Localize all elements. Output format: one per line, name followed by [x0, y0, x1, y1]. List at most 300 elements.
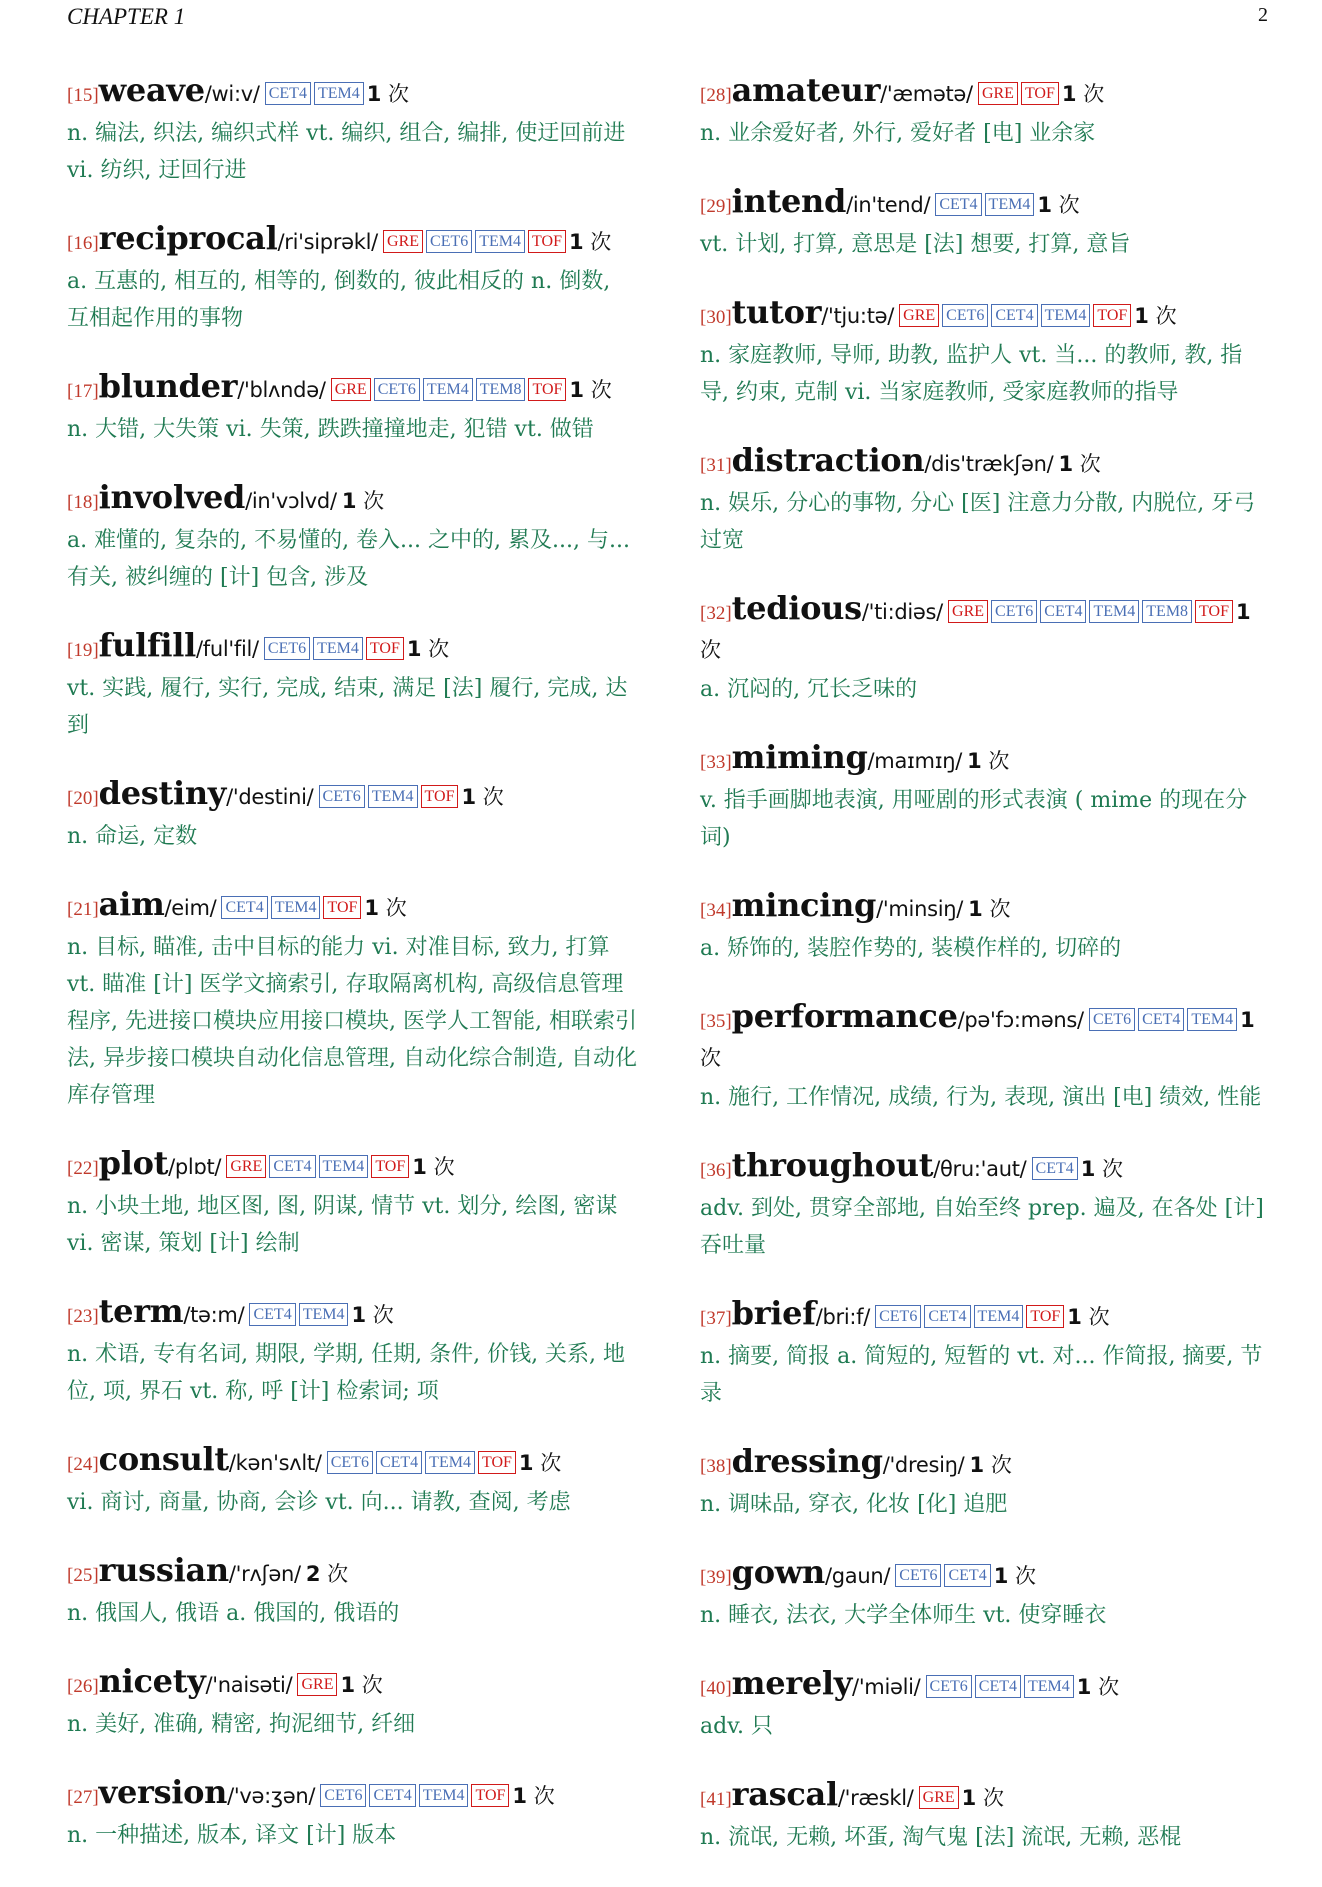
pronunciation: /tə:m/ — [183, 1303, 245, 1327]
vocab-entry — [700, 442, 1270, 559]
headword: plot — [98, 1144, 169, 1182]
vocab-entry — [700, 739, 1270, 856]
entry-number: [34] — [700, 900, 732, 921]
exam-tag-tem4: TEM4 — [985, 193, 1035, 216]
vocab-entry — [67, 775, 637, 855]
pronunciation: /'minsiŋ/ — [876, 897, 964, 921]
count-value: 1 — [1076, 1675, 1092, 1699]
pronunciation: /in'tend/ — [846, 193, 931, 217]
entry-headline — [700, 1554, 1270, 1596]
vocab-entry — [67, 72, 637, 189]
entry-number: [33] — [700, 752, 732, 773]
vocab-entry — [700, 1554, 1270, 1634]
occurrence-count — [340, 1673, 382, 1697]
occurrence-count — [1077, 1675, 1119, 1699]
definition: n. 家庭教师, 导师, 助教, 监护人 vt. 当... 的教师, 教, 指导, 约束, 克制 vi. 当家庭教师, 受家庭教师的指导 — [700, 343, 1243, 405]
headword: miming — [731, 738, 868, 776]
definition: n. 俄国人, 俄语 a. 俄国的, 俄语的 — [67, 1601, 400, 1626]
entry-headline — [67, 1552, 637, 1594]
exam-tag-cet4: CET4 — [221, 896, 267, 919]
exam-tag-tem4: TEM4 — [271, 896, 321, 919]
count-value: 1 — [340, 1673, 356, 1697]
exam-tag-cet6: CET6 — [374, 378, 420, 401]
exam-tag-tem4: TEM4 — [475, 230, 525, 253]
pronunciation: /'ti:diəs/ — [861, 600, 943, 624]
exam-tag-cet6: CET6 — [327, 1451, 373, 1474]
entry-number: [15] — [67, 85, 99, 106]
headword: involved — [98, 478, 246, 516]
vocab-entry — [700, 1443, 1270, 1523]
exam-tag-cet6: CET6 — [991, 600, 1037, 623]
occurrence-count — [569, 378, 611, 402]
occurrence-count — [968, 897, 1010, 921]
entry-number: [28] — [700, 85, 732, 106]
occurrence-count — [351, 1303, 393, 1327]
left-column — [67, 72, 637, 1885]
entry-number: [20] — [67, 788, 99, 809]
entry-number: [23] — [67, 1306, 99, 1327]
count-unit: 次 — [590, 230, 612, 254]
count-unit: 次 — [363, 489, 385, 513]
pronunciation: /'æmətə/ — [880, 82, 973, 106]
entry-headline — [67, 1441, 637, 1483]
vocab-entry — [700, 998, 1270, 1116]
count-value: 1 — [461, 785, 477, 809]
count-unit: 次 — [590, 378, 612, 402]
entry-number: [31] — [700, 455, 732, 476]
entry-headline — [700, 1776, 1270, 1818]
definition: n. 调味品, 穿衣, 化妆 [化] 追肥 — [700, 1492, 1008, 1517]
count-unit: 次 — [540, 1451, 562, 1475]
count-unit: 次 — [428, 637, 450, 661]
entry-number: [24] — [67, 1454, 99, 1475]
vocab-entry — [67, 479, 637, 596]
pronunciation: /'blʌndə/ — [237, 378, 326, 402]
exam-tag-gre: GRE — [978, 82, 1018, 105]
count-value: 1 — [961, 1786, 977, 1810]
vocab-entry — [67, 627, 637, 744]
entry-number: [16] — [67, 233, 99, 254]
exam-tag-cet6: CET6 — [1089, 1008, 1135, 1031]
exam-tag-tof: TOF — [366, 637, 404, 660]
entry-number: [17] — [67, 381, 99, 402]
headword: reciprocal — [98, 219, 278, 257]
right-column — [700, 72, 1270, 1887]
pronunciation: /dis'trækʃən/ — [924, 452, 1054, 476]
count-value: 1 — [518, 1451, 534, 1475]
exam-tag-tem8: TEM8 — [1142, 600, 1192, 623]
pronunciation: /'naisəti/ — [205, 1673, 293, 1697]
headword: distraction — [731, 441, 925, 479]
pronunciation: /'ræskl/ — [837, 1786, 914, 1810]
exam-tag-tof: TOF — [471, 1784, 509, 1807]
entry-headline — [700, 1147, 1270, 1189]
entry-headline — [67, 72, 637, 114]
entry-number: [27] — [67, 1787, 99, 1808]
count-value: 1 — [568, 230, 584, 254]
entry-headline — [67, 220, 637, 262]
definition: n. 目标, 瞄准, 击中目标的能力 vi. 对准目标, 致力, 打算 vt. 瞄准 [计] 医学文摘索引, 存取隔离机构, 高级信息管理程序, 先进接口模块应用接口模块, 医学人工智能, 相联索引法, 异步接口模块自动化信息管理, 自动化综合制造, 自动化库存管理 — [67, 935, 637, 1108]
entry-number: [21] — [67, 899, 99, 920]
entry-headline — [67, 1774, 637, 1816]
occurrence-count — [367, 82, 409, 106]
count-value: 1 — [512, 1784, 528, 1808]
exam-tag-tem4: TEM4 — [319, 1155, 369, 1178]
exam-tag-tof: TOF — [421, 785, 459, 808]
definition: a. 矫饰的, 装腔作势的, 装模作样的, 切碎的 — [700, 936, 1122, 961]
exam-tag-cet4: CET4 — [376, 1451, 422, 1474]
vocab-entry — [67, 1293, 637, 1410]
count-value: 2 — [305, 1562, 321, 1586]
count-value: 1 — [1240, 1008, 1255, 1032]
exam-tag-tem4: TEM4 — [1041, 304, 1091, 327]
count-unit: 次 — [1058, 193, 1080, 217]
entry-number: [30] — [700, 307, 732, 328]
entry-headline — [700, 1295, 1270, 1337]
count-unit: 次 — [327, 1562, 349, 1586]
definition: vi. 商讨, 商量, 协商, 会诊 vt. 向... 请教, 查阅, 考虑 — [67, 1490, 571, 1515]
exam-tag-tof: TOF — [478, 1451, 516, 1474]
entry-headline — [700, 183, 1270, 225]
definition: n. 业余爱好者, 外行, 爱好者 [电] 业余家 — [700, 121, 1096, 146]
count-value: 1 — [406, 637, 422, 661]
headword: term — [98, 1292, 184, 1330]
definition: n. 施行, 工作情况, 成绩, 行为, 表现, 演出 [电] 绩效, 性能 — [700, 1085, 1262, 1110]
pronunciation: /plɒt/ — [168, 1155, 222, 1179]
exam-tag-cet4: CET4 — [1138, 1008, 1184, 1031]
vocab-entry — [700, 590, 1270, 708]
exam-tag-cet4: CET4 — [1040, 600, 1086, 623]
count-value: 1 — [1037, 193, 1052, 217]
entry-headline — [700, 1665, 1270, 1707]
count-value: 1 — [1058, 452, 1074, 476]
count-unit: 次 — [982, 1786, 1004, 1810]
exam-tag-cet6: CET6 — [319, 785, 365, 808]
exam-tag-cet4: CET4 — [369, 1784, 415, 1807]
vocab-entry — [700, 183, 1270, 263]
definition: vt. 计划, 打算, 意思是 [法] 想要, 打算, 意旨 — [700, 232, 1131, 257]
exam-tag-tem8: TEM8 — [476, 378, 526, 401]
entry-headline — [700, 72, 1270, 114]
pronunciation: /ful'fil/ — [195, 637, 259, 661]
exam-tag-cet6: CET6 — [264, 637, 310, 660]
occurrence-count — [519, 1451, 561, 1475]
exam-tag-cet4: CET4 — [944, 1564, 990, 1587]
occurrence-count — [342, 489, 384, 513]
vocab-entry — [67, 1441, 637, 1521]
occurrence-count — [1134, 304, 1176, 328]
exam-tag-cet4: CET4 — [975, 1675, 1021, 1698]
entry-headline — [67, 627, 637, 669]
exam-tag-tem4: TEM4 — [1187, 1008, 1237, 1031]
headword: mincing — [731, 886, 877, 924]
pronunciation: /maɪmɪŋ/ — [867, 749, 962, 773]
pronunciation: /wi:v/ — [204, 82, 260, 106]
entry-number: [18] — [67, 492, 99, 513]
count-unit: 次 — [388, 82, 410, 106]
occurrence-count — [407, 637, 449, 661]
exam-tag-tem4: TEM4 — [314, 82, 364, 105]
pronunciation: /'destini/ — [226, 785, 314, 809]
definition: n. 一种描述, 版本, 译文 [计] 版本 — [67, 1823, 397, 1848]
occurrence-count — [967, 749, 1009, 773]
pronunciation: /gaun/ — [825, 1564, 891, 1588]
headword: aim — [98, 885, 165, 923]
exam-tag-cet6: CET6 — [875, 1305, 921, 1328]
count-unit: 次 — [1098, 1675, 1120, 1699]
entry-number: [39] — [700, 1567, 732, 1588]
headword: intend — [731, 182, 847, 220]
count-value: 1 — [1080, 1157, 1096, 1181]
entry-number: [32] — [700, 603, 732, 624]
entry-number: [36] — [700, 1160, 732, 1181]
count-unit: 次 — [700, 638, 721, 662]
headword: consult — [98, 1440, 229, 1478]
exam-tag-cet6: CET6 — [895, 1564, 941, 1587]
pronunciation: /'və:ʒən/ — [227, 1784, 316, 1808]
occurrence-count — [1037, 193, 1079, 217]
exam-tag-gre: GRE — [948, 600, 988, 623]
count-unit: 次 — [385, 896, 407, 920]
pronunciation: /bri:f/ — [815, 1305, 871, 1329]
headword: rascal — [731, 1775, 838, 1813]
exam-tag-tof: TOF — [371, 1155, 409, 1178]
exam-tag-tem4: TEM4 — [1024, 1675, 1074, 1698]
count-unit: 次 — [1079, 452, 1101, 476]
count-value: 1 — [993, 1564, 1009, 1588]
occurrence-count — [569, 230, 611, 254]
exam-tag-tem4: TEM4 — [1089, 600, 1139, 623]
count-unit: 次 — [361, 1673, 383, 1697]
exam-tag-cet6: CET6 — [926, 1675, 972, 1698]
headword: tedious — [731, 589, 862, 627]
entry-headline — [67, 1663, 637, 1705]
vocab-entry — [700, 294, 1270, 411]
pronunciation: /pə'fɔ:məns/ — [957, 1008, 1084, 1032]
exam-tag-tof: TOF — [1093, 304, 1131, 327]
definition: a. 沉闷的, 冗长乏味的 — [700, 677, 918, 702]
occurrence-count — [512, 1784, 554, 1808]
entry-number: [22] — [67, 1158, 99, 1179]
exam-tag-cet4: CET4 — [1032, 1157, 1078, 1180]
exam-tag-tem4: TEM4 — [425, 1451, 475, 1474]
headword: nicety — [98, 1662, 206, 1700]
headword: throughout — [731, 1146, 934, 1184]
entry-headline — [67, 775, 637, 817]
entry-number: [35] — [700, 1011, 732, 1032]
headword: amateur — [731, 71, 881, 109]
count-unit: 次 — [482, 785, 504, 809]
occurrence-count — [1081, 1157, 1123, 1181]
definition: n. 娱乐, 分心的事物, 分心 [医] 注意力分散, 内脱位, 牙弓过宽 — [700, 491, 1256, 553]
exam-tag-gre: GRE — [226, 1155, 266, 1178]
count-unit: 次 — [988, 749, 1010, 773]
exam-tag-gre: GRE — [899, 304, 939, 327]
entry-headline — [700, 739, 1270, 781]
exam-tag-cet4: CET4 — [269, 1155, 315, 1178]
definition: adv. 只 — [700, 1714, 774, 1739]
entry-headline — [700, 998, 1270, 1078]
headword: merely — [731, 1664, 853, 1702]
pronunciation: /'tju:tə/ — [821, 304, 895, 328]
entry-headline — [67, 1145, 637, 1187]
count-value: 1 — [1134, 304, 1149, 328]
exam-tag-cet4: CET4 — [265, 82, 311, 105]
count-value: 1 — [967, 749, 982, 773]
pronunciation: /'dresiŋ/ — [882, 1453, 965, 1477]
count-value: 1 — [969, 1453, 985, 1477]
count-unit: 次 — [1083, 82, 1105, 106]
entry-headline — [67, 479, 637, 521]
entry-number: [38] — [700, 1456, 732, 1477]
count-unit: 次 — [1102, 1157, 1124, 1181]
count-unit: 次 — [1015, 1564, 1037, 1588]
definition: n. 术语, 专有名词, 期限, 学期, 任期, 条件, 价钱, 关系, 地位, 项, 界石 vt. 称, 呼 [计] 检索词; 项 — [67, 1342, 626, 1404]
occurrence-count — [1062, 82, 1104, 106]
count-unit: 次 — [700, 1046, 721, 1070]
headword: fulfill — [98, 626, 196, 664]
headword: version — [98, 1773, 228, 1811]
headword: destiny — [98, 774, 227, 812]
definition: adv. 到处, 贯穿全部地, 自始至终 prep. 遍及, 在各处 [计] 吞吐量 — [700, 1196, 1264, 1258]
occurrence-count — [962, 1786, 1004, 1810]
chapter-heading: CHAPTER 1 — [67, 4, 186, 29]
headword: dressing — [731, 1442, 883, 1480]
exam-tag-tof: TOF — [1021, 82, 1059, 105]
vocab-entry — [67, 220, 637, 337]
pronunciation: /'miəli/ — [852, 1675, 921, 1699]
headword: performance — [731, 997, 958, 1035]
exam-tag-cet4: CET4 — [935, 193, 981, 216]
occurrence-count — [994, 1564, 1036, 1588]
definition: n. 编法, 织法, 编织式样 vt. 编织, 组合, 编排, 使迂回前进 vi. 纺织, 迂回行进 — [67, 121, 626, 183]
count-unit: 次 — [372, 1303, 394, 1327]
occurrence-count — [970, 1453, 1012, 1477]
count-value: 1 — [341, 489, 357, 513]
count-unit: 次 — [990, 1453, 1012, 1477]
vocab-entry — [700, 1147, 1270, 1264]
exam-tag-gre: GRE — [383, 230, 423, 253]
occurrence-count — [306, 1562, 348, 1586]
count-value: 1 — [366, 82, 382, 106]
count-value: 1 — [1235, 600, 1251, 624]
definition: n. 睡衣, 法衣, 大学全体师生 vt. 使穿睡衣 — [700, 1603, 1107, 1628]
count-value: 1 — [412, 1155, 427, 1179]
definition: n. 命运, 定数 — [67, 824, 198, 849]
count-unit: 次 — [1155, 304, 1177, 328]
headword: blunder — [98, 367, 238, 405]
exam-tag-tem4: TEM4 — [419, 1784, 469, 1807]
count-value: 1 — [351, 1303, 367, 1327]
occurrence-count — [1067, 1305, 1109, 1329]
vocab-entry — [67, 1552, 637, 1632]
vocab-entry — [67, 1774, 637, 1854]
exam-tag-cet6: CET6 — [320, 1784, 366, 1807]
exam-tag-cet4: CET4 — [991, 304, 1037, 327]
pronunciation: /eim/ — [164, 896, 217, 920]
entry-headline — [700, 887, 1270, 929]
definition: v. 指手画脚地表演, 用哑剧的形式表演 ( mime 的现在分词) — [700, 788, 1248, 850]
definition: a. 难懂的, 复杂的, 不易懂的, 卷入... 之中的, 累及..., 与... 有关, 被纠缠的 [计] 包含, 涉及 — [67, 528, 630, 590]
headword: tutor — [731, 293, 822, 331]
vocab-entry — [67, 1145, 637, 1262]
entry-number: [29] — [700, 196, 732, 217]
exam-tag-gre: GRE — [331, 378, 371, 401]
headword: russian — [98, 1551, 229, 1589]
occurrence-count — [461, 785, 503, 809]
count-unit: 次 — [533, 1784, 555, 1808]
pronunciation: /'rʌʃən/ — [228, 1562, 301, 1586]
entry-number: [25] — [67, 1565, 99, 1586]
entry-headline — [700, 442, 1270, 484]
exam-tag-cet4: CET4 — [249, 1303, 295, 1326]
entry-headline — [700, 1443, 1270, 1485]
definition: a. 互惠的, 相互的, 相等的, 倒数的, 彼此相反的 n. 倒数, 互相起作用的事物 — [67, 269, 611, 331]
exam-tag-cet6: CET6 — [942, 304, 988, 327]
entry-headline — [67, 886, 637, 928]
pronunciation: /kən'sʌlt/ — [228, 1451, 322, 1475]
vocab-entry — [700, 887, 1270, 967]
vocab-entry — [700, 72, 1270, 152]
exam-tag-cet6: CET6 — [426, 230, 472, 253]
definition: n. 小块土地, 地区图, 图, 阴谋, 情节 vt. 划分, 绘图, 密谋 vi. 密谋, 策划 [计] 绘制 — [67, 1194, 618, 1256]
entry-number: [40] — [700, 1678, 732, 1699]
exam-tag-tof: TOF — [323, 896, 361, 919]
count-value: 1 — [569, 378, 585, 402]
entry-number: [26] — [67, 1676, 99, 1697]
exam-tag-tem4: TEM4 — [313, 637, 363, 660]
page-number: 2 — [1258, 4, 1268, 26]
exam-tag-tem4: TEM4 — [423, 378, 473, 401]
entry-headline — [67, 368, 637, 410]
vocab-entry — [700, 1665, 1270, 1745]
headword: weave — [98, 71, 205, 109]
vocab-entry — [700, 1295, 1270, 1412]
headword: gown — [731, 1553, 825, 1591]
entry-number: [37] — [700, 1308, 732, 1329]
exam-tag-tem4: TEM4 — [299, 1303, 349, 1326]
vocab-entry — [700, 1776, 1270, 1856]
entry-number: [41] — [700, 1789, 732, 1810]
pronunciation: /in'vɔlvd/ — [245, 489, 337, 513]
count-value: 1 — [364, 896, 380, 920]
exam-tag-gre: GRE — [919, 1786, 959, 1809]
pronunciation: /θru:'aut/ — [933, 1157, 1027, 1181]
exam-tag-cet4: CET4 — [924, 1305, 970, 1328]
count-unit: 次 — [1088, 1305, 1110, 1329]
entry-headline — [67, 1293, 637, 1335]
vocab-entry — [67, 1663, 637, 1743]
exam-tag-gre: GRE — [297, 1673, 337, 1696]
definition: n. 摘要, 简报 a. 简短的, 短暂的 vt. 对... 作简报, 摘要, 节录 — [700, 1344, 1263, 1406]
definition: n. 大错, 大失策 vi. 失策, 跌跌撞撞地走, 犯错 vt. 做错 — [67, 417, 594, 442]
exam-tag-tof: TOF — [1195, 600, 1233, 623]
occurrence-count — [412, 1155, 454, 1179]
count-unit: 次 — [989, 897, 1011, 921]
exam-tag-tof: TOF — [1026, 1305, 1064, 1328]
count-unit: 次 — [433, 1155, 455, 1179]
count-value: 1 — [968, 897, 983, 921]
entry-headline — [700, 590, 1270, 670]
definition: n. 流氓, 无赖, 坏蛋, 淘气鬼 [法] 流氓, 无赖, 恶棍 — [700, 1825, 1182, 1850]
count-value: 1 — [1061, 82, 1077, 106]
count-value: 1 — [1067, 1305, 1082, 1329]
occurrence-count — [364, 896, 406, 920]
entry-number: [19] — [67, 640, 99, 661]
exam-tag-tem4: TEM4 — [368, 785, 418, 808]
vocab-entry — [67, 368, 637, 448]
definition: vt. 实践, 履行, 实行, 完成, 结束, 满足 [法] 履行, 完成, 达到 — [67, 676, 628, 738]
